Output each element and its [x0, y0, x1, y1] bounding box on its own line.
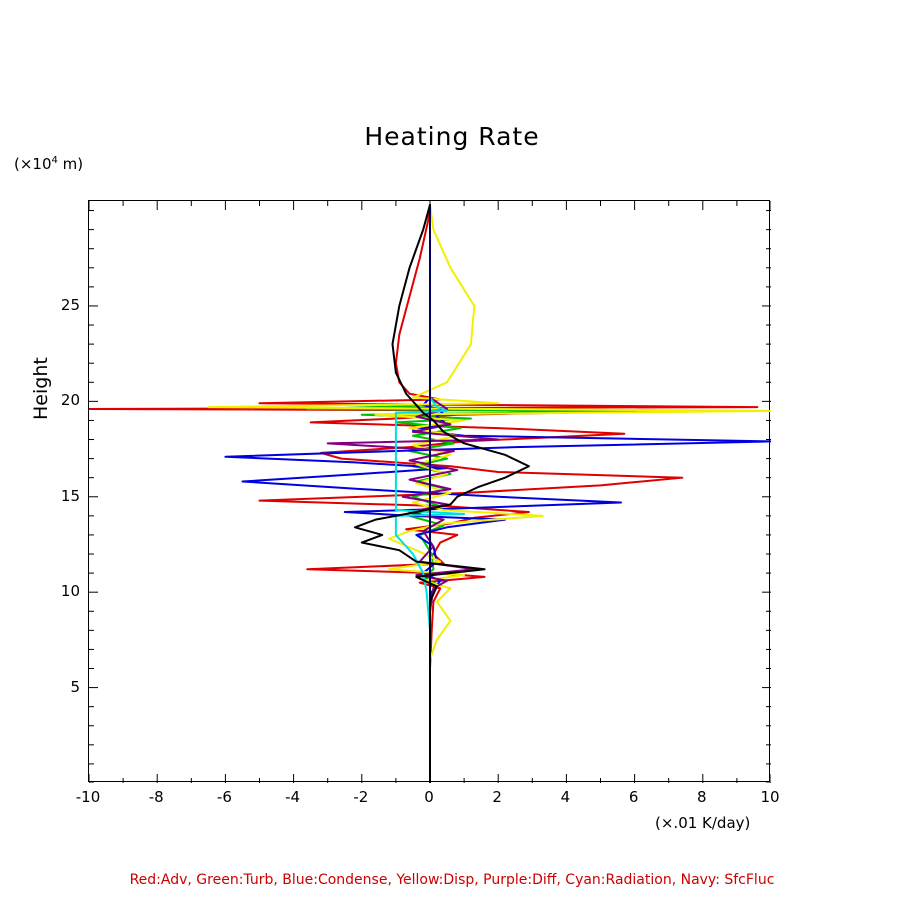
y-axis-unit-label: ($\times 10^4$ m): [14, 155, 84, 173]
y-axis-label: Height: [30, 357, 52, 420]
plot-svg: [89, 201, 771, 783]
series-turb: [307, 205, 641, 783]
x-tick-label: -2: [353, 788, 369, 806]
chart-title: Heating Rate: [364, 122, 540, 151]
legend: Red:Adv, Green:Turb, Blue:Condense, Yellow:Disp, Purple:Diff, Cyan:Radiation, Navy: SfcFluc: [129, 872, 775, 888]
series-condense: [225, 205, 771, 783]
y-tick-label: 10: [60, 582, 80, 601]
x-tick-label: -4: [285, 788, 301, 806]
x-tick-label: 6: [628, 788, 639, 806]
x-tick-label: 10: [760, 788, 780, 806]
x-tick-label: -10: [75, 788, 101, 806]
plot-area: [88, 200, 770, 782]
y-tick-label: 20: [60, 391, 80, 410]
y-tick-label: 15: [60, 486, 80, 505]
x-tick-label: -6: [216, 788, 232, 806]
x-tick-label: 8: [697, 788, 707, 806]
x-tick-label: 2: [492, 788, 502, 806]
y-tick-label: 5: [70, 677, 80, 696]
x-tick-label: 0: [424, 788, 434, 806]
x-tick-label: -8: [148, 788, 164, 806]
y-tick-label: 25: [60, 295, 80, 314]
x-tick-label: 4: [560, 788, 571, 806]
x-axis-unit-label: (×.01 K/day): [655, 814, 751, 832]
series-disp: [208, 205, 771, 783]
